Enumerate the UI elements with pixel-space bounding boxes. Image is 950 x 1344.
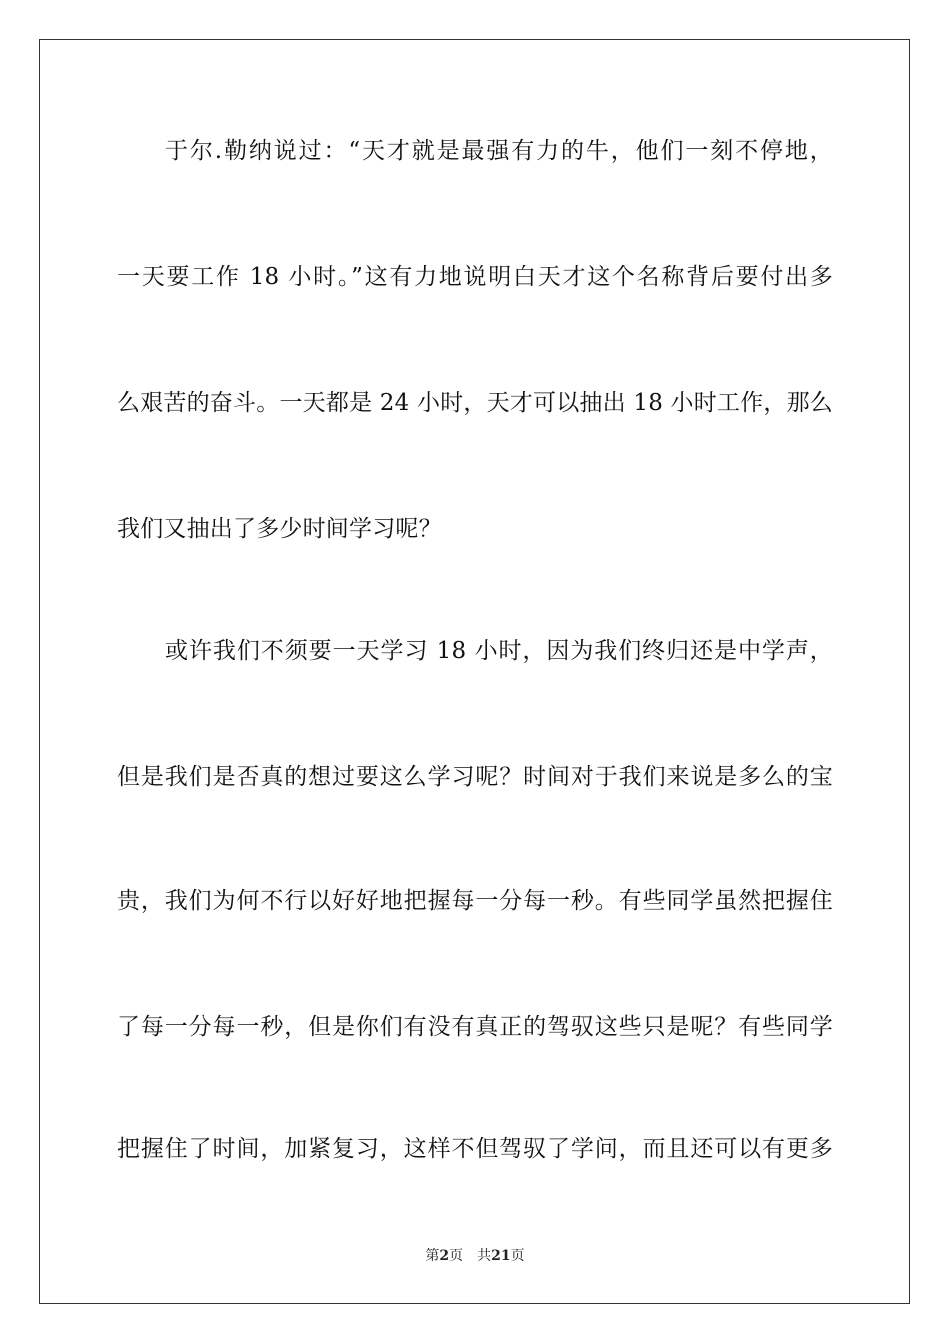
page-footer <box>0 1247 950 1265</box>
text-line-4: 我们又抽出了多少时间学习呢？ <box>117 516 442 542</box>
footer-total-suffix: 页 <box>510 1248 525 1264</box>
text-line-8: 了每一分每一秒，但是你们有没有真正的驾驭这些只是呢？有些同学 <box>117 1014 833 1040</box>
text-line-2: 一天要工作 18 小时。”这有力地说明白天才这个名称背后要付出多 <box>117 264 833 290</box>
text-line-5: 或许我们不须要一天学习 18 小时，因为我们终归还是中学声， <box>165 638 833 664</box>
text-line-1: 于尔.勒纳说过：“天才就是最强有力的牛，他们一刻不停地， <box>165 138 833 164</box>
footer-page-number: 2 <box>439 1248 450 1264</box>
page-frame <box>39 39 910 1304</box>
text-line-3: 么艰苦的奋斗。一天都是 24 小时，天才可以抽出 18 小时工作，那么 <box>117 390 833 416</box>
footer-page-prefix: 第 <box>425 1248 440 1264</box>
text-line-9: 把握住了时间，加紧复习，这样不但驾驭了学问，而且还可以有更多 <box>117 1136 833 1162</box>
footer-page-suffix: 页 <box>449 1248 464 1264</box>
text-line-6: 但是我们是否真的想过要这么学习呢？时间对于我们来说是多么的宝 <box>117 764 833 790</box>
text-line-7: 贵，我们为何不行以好好地把握每一分每一秒。有些同学虽然把握住 <box>117 888 833 914</box>
footer-total-prefix: 共 <box>477 1248 492 1264</box>
footer-total-number: 21 <box>491 1248 511 1264</box>
